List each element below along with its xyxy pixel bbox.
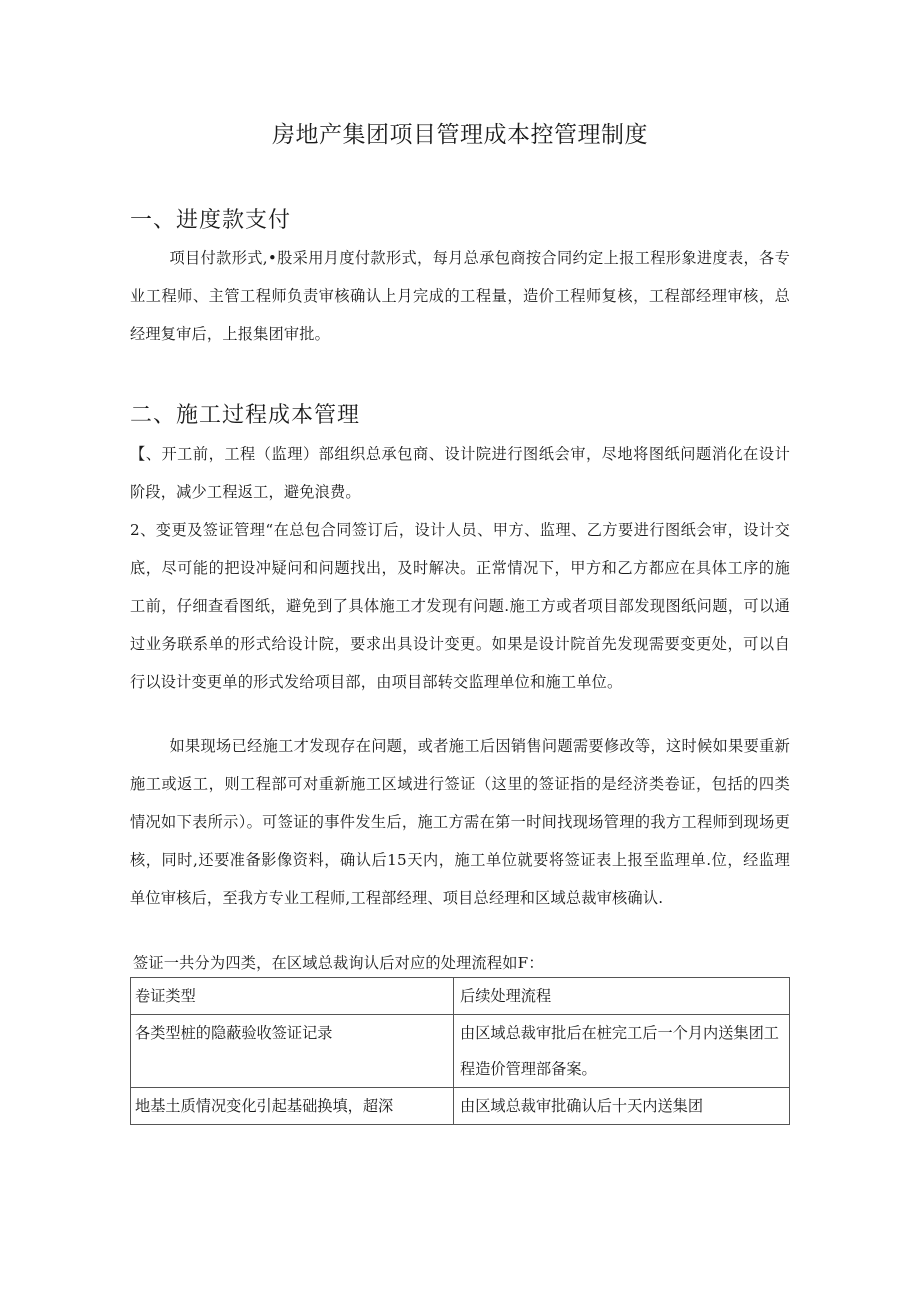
table-cell: 各类型桩的隐蔽验收签证记录 bbox=[131, 1015, 454, 1088]
document-title: 房地产集团项目管理成本控管理制度 bbox=[272, 122, 648, 148]
table-row bbox=[131, 1088, 790, 1125]
visa-table bbox=[130, 977, 790, 1125]
section-1-paragraph: 项目付款形式,•股采用月度付款形式，每月总承包商按合同约定上报工程形象进度表，各专业工程师、主管工程师负责审核确认上月完成的工程量，造价工程师复核，工程部经理审核，总经理复审后，上报集团审批。 bbox=[130, 249, 790, 343]
table-cell: 地基土质情况变化引起基础换填，超深 bbox=[131, 1088, 454, 1125]
table-header-cell: 卷证类型 bbox=[131, 978, 454, 1015]
table-header-row bbox=[131, 978, 790, 1015]
table-cell: 由区域总裁审批确认后十天内送集团 bbox=[454, 1088, 790, 1125]
section-2-paragraph-3: 如果现场已经施工才发现存在问题，或者施工后因销售问题需要修改等，这时候如果要重新施工或返工，则工程部可对重新施工区域进行签证（这里的签证指的是经济类卷证，包括的四类情况如下表所示）。可签证的事件发生后，施工方需在第一时间找现场管理的我方工程师到现场更核，同时,还要准备影像资料，确认后15天内，施工单位就要将签证表上报至监理单.位，经监理单位审核后，至我方专业工程师,工程部经理、项目总经理和区域总裁审核确认. bbox=[130, 737, 790, 907]
table-cell: 由区域总裁审批后在桩完工后一个月内送集团工程造价管理部备案。 bbox=[454, 1015, 790, 1088]
table-header-cell: 后续处理流程 bbox=[454, 978, 790, 1015]
section-2-heading: 二、施工过程成本管理 bbox=[130, 403, 361, 428]
table-row bbox=[131, 1015, 790, 1088]
table-caption: 签证一共分为四类，在区域总裁询认后对应的处理流程如F： bbox=[133, 954, 544, 972]
section-2-item-1: 【、开工前，工程（监理）部组织总承包商、设计院进行图纸会审，尽地将图纸问题消化在设计阶段，减少工程返工，避免浪费。 bbox=[130, 445, 790, 501]
section-1-heading: 一、进度款支付 bbox=[130, 208, 292, 233]
section-2-item-2: 2、变更及签证管理“在总包合同签订后，设计人员、甲方、监理、乙方要进行图纸会审，设计交底，尽可能的把设冲疑问和问题找出，及时解决。正常情况下，甲方和乙方都应在具体工序的施工前，仔细查看图纸，避免到了具体施工才发现有问题.施工方或者项目部发现图纸问题，可以通过业务联系单的形式给设计院，要求出具设计变更。如果是设计院首先发现需要变更处，可以自行以设计变更单的形式发给项目部，由项目部转交监理单位和施工单位。 bbox=[130, 521, 790, 691]
